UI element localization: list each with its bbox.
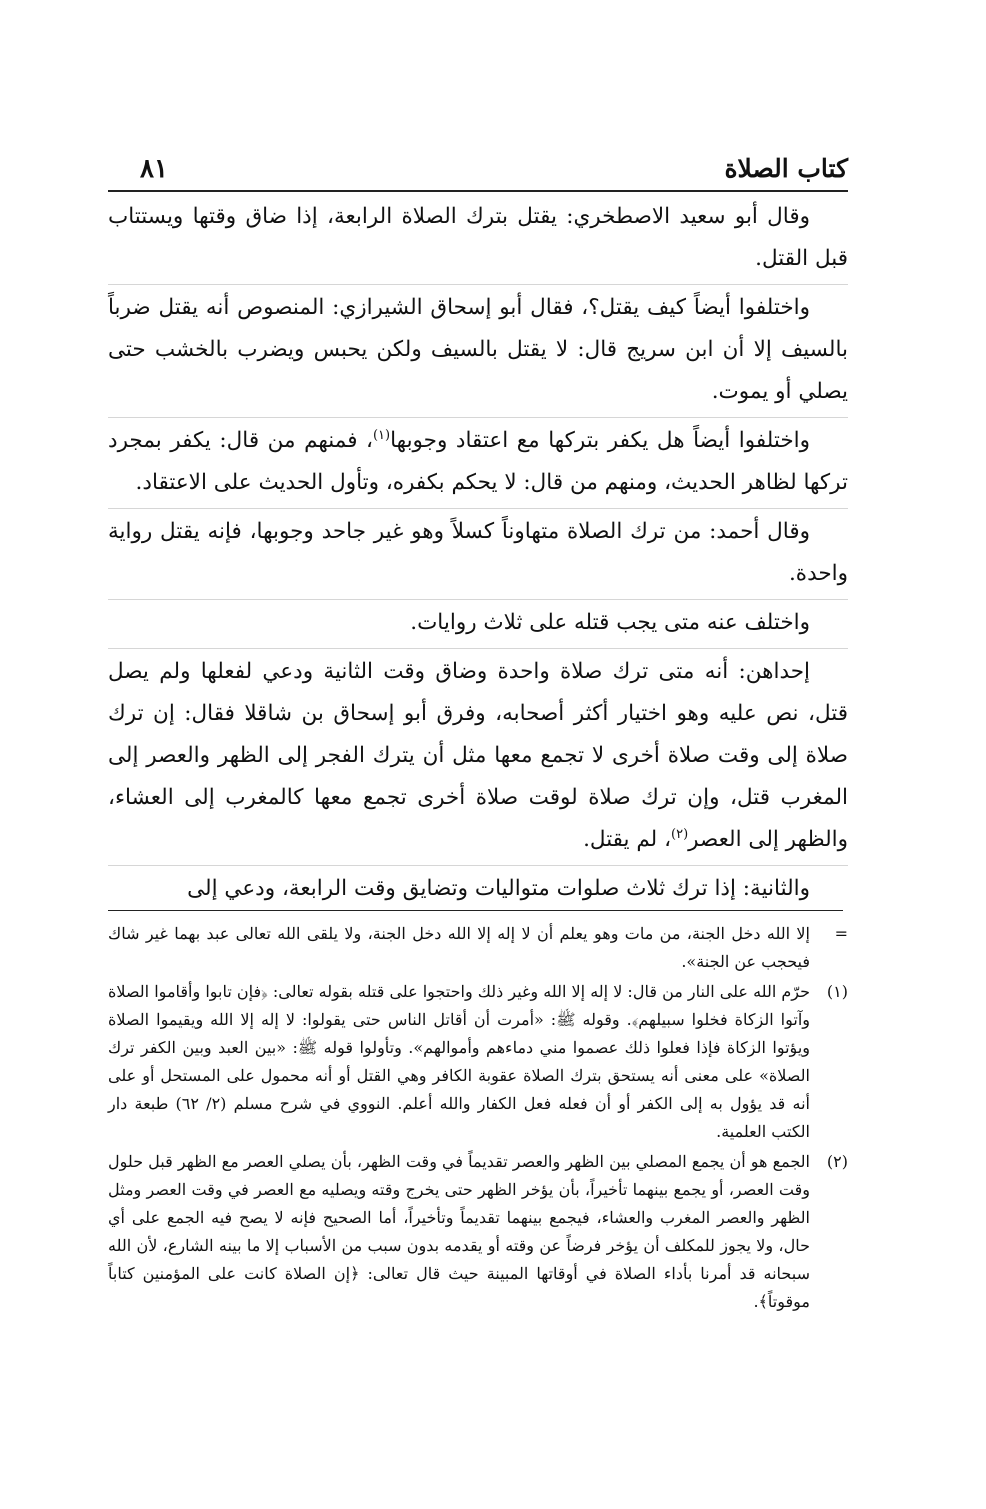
footnote-continued (108, 920, 848, 976)
paragraph-6-tail: ، لم يقتل. (583, 827, 672, 852)
paragraph-5 (108, 599, 848, 644)
footnotes (108, 920, 848, 1318)
paragraph-4 (108, 508, 848, 595)
paragraph-7-text: والثانية: إذا ترك ثلاث صلوات متواليات وتضايق وقت الرابعة، ودعي إلى (187, 876, 810, 901)
footnote-rule (108, 910, 843, 911)
page (108, 150, 848, 914)
book-title: كتاب الصلاة (724, 154, 848, 183)
paragraph-2-text: واختلفوا أيضاً كيف يقتل؟، فقال أبو إسحاق الشيرازي: المنصوص أنه يقتل ضرباً بالسيف إلا أن ابن سريج قال: لا يقتل بالسيف ولكن يحبس ويضرب بالخشب حتى يصلي أو يموت. (108, 295, 848, 404)
footnote-ref-1[interactable]: (١) (372, 427, 391, 443)
paragraph-6-text: إحداهن: أنه متى ترك صلاة واحدة وضاق وقت الثانية ودعي لفعلها ولم يصل قتل، نص عليه وهو اختيار أكثر أصحابه، وفرق أبو إسحاق بن شاقلا فقال: إن ترك صلاة إلى وقت صلاة أخرى لا تجمع معها مثل أن يترك الفجر إلى الظهر والعصر إلى المغرب قتل، وإن ترك صلاة لوقت صلاة أخرى تجمع معها كالمغرب إلى العشاء، والظهر إلى العصر (108, 659, 848, 852)
footnote-marker: (١) (826, 982, 848, 1001)
footnote-2 (108, 1148, 848, 1316)
paragraph-3-text: فمنهم من قال: يكفر بمجرد تركها لظاهر الحديث، ومنهم من قال: لا يحكم بكفره، وتأول الحديث على الاعتقاد. (108, 428, 848, 495)
paragraph-6 (108, 648, 848, 861)
footnote-marker: (٢) (826, 1152, 848, 1171)
footnote-text: الجمع هو أن يجمع المصلي بين الظهر والعصر تقديماً في وقت الظهر، بأن يصلي العصر مع الظهر قبل حلول وقت العصر، أو يجمع بينهما تأخيراً، بأن يؤخر الظهر حتى يخرج وقته ويصليه مع العصر في وقت العصر ومثل الظهر والعصر المغرب والعشاء، فيجمع بينهما تقديماً وتأخيراً، أما الصحيح فإنه لا يصح فيه الجمع على أي حال، ولا يجوز للمكلف أن يؤخر فرضاً عن وقته أو يقدمه بدون سبب من الأسباب إلا ما بينه الشارع، لأن الله سبحانه قد أمرنا بأداء الصلاة في أوقاتها المبينة حيث قال تعالى: ﴿إن الصلاة كانت على المؤمنين كتاباً موقوتاً﴾. (108, 1152, 811, 1311)
page-header (108, 150, 848, 190)
paragraph-4-text: وقال أحمد: من ترك الصلاة متهاوناً كسلاً وهو غير جاحد وجوبها، فإنه يقتل رواية واحدة. (108, 519, 848, 586)
page-number: ٨١ (140, 154, 168, 184)
paragraph-3-lead: واختلفوا أيضاً هل يكفر بتركها مع اعتقاد وجوبها (390, 428, 810, 453)
footnote-text: حرّم الله على النار من قال: لا إله إلا الله وغير ذلك واحتجوا على قتله بقوله تعالى: ﴿فإن تابوا وأقاموا الصلاة وآتوا الزكاة فخلوا سبيلهم﴾. وقوله ﷺ: «أمرت أن أقاتل الناس حتى يقولوا: لا إله إلا الله ويقيموا الصلاة ويؤتوا الزكاة فإذا فعلوا ذلك عصموا مني دماءهم وأموالهم». وتأولوا قوله ﷺ: «بين العبد وبين الكفر ترك الصلاة» على معنى أنه يستحق بترك الصلاة عقوبة الكافر وهي القتل أو أنه محمول على المستحل أو على أنه قد يؤول به إلى الكفر أو أن فعله فعل الكفار والله أعلم. النووي في شرح مسلم (٢/ ٦٢) طبعة دار الكتب العلمية. (108, 982, 810, 1141)
footnote-text: إلا الله دخل الجنة، من مات وهو يعلم أن لا إله إلا الله دخل الجنة، ولا يلقى الله تعالى عبد بهما غير شاك فيحجب عن الجنة». (108, 924, 810, 971)
footnote-1 (108, 978, 848, 1146)
paragraph-3: واختلفوا أيضاً هل يكفر بتركها مع اعتقاد وجوبها$^{(١)}$، فمنهم من قال: يكفر بمجرد تركها لظاهر الحديث، ومنهم من قال: لا يحكم بكفره، وتأول الحديث على الاعتقاد. (108, 417, 848, 504)
paragraph-1 (108, 194, 848, 280)
paragraph-1-text: وقال أبو سعيد الاصطخري: يقتل بترك الصلاة الرابعة، إذا ضاق وقتها ويستتاب قبل القتل. (108, 204, 848, 271)
paragraph-2 (108, 284, 848, 413)
paragraph-7 (108, 865, 848, 910)
body-text (108, 194, 848, 910)
footnote-ref-2[interactable]: (٢) (671, 826, 689, 842)
paragraph-5-text: واختلف عنه متى يجب قتله على ثلاث روايات. (410, 610, 810, 635)
header-rule (108, 190, 848, 192)
footnote-marker: = (834, 924, 848, 943)
